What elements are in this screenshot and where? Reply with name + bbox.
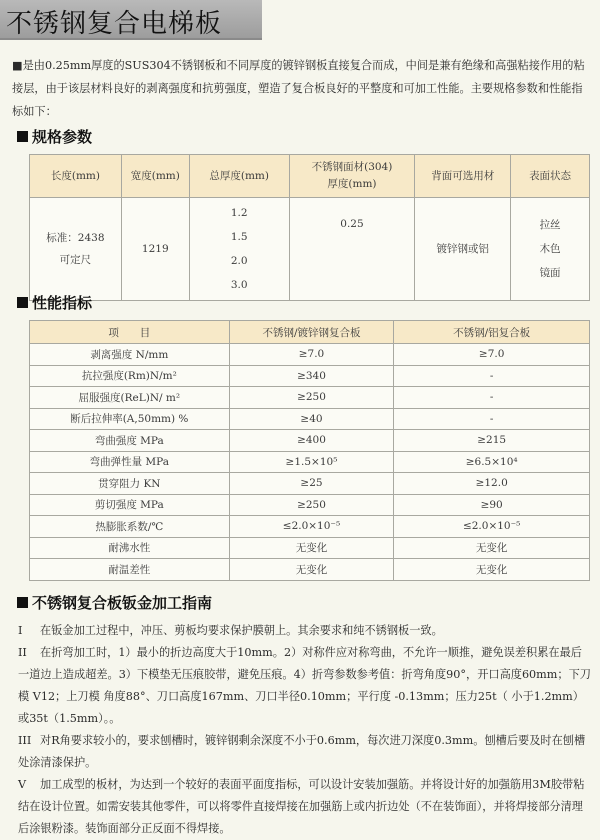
spec-heading-text: 规格参数 — [32, 128, 93, 146]
perf-alu-value: - — [394, 365, 590, 387]
perf-alu-value: - — [394, 408, 590, 430]
guide-heading-text: 不锈钢复合板钣金加工指南 — [32, 594, 213, 612]
perf-zinc-value: ≥340 — [229, 365, 394, 387]
perf-item: 断后拉伸率(A,50mm) % — [30, 408, 230, 430]
perf-item: 屈服强度(ReL)N/ m² — [30, 387, 230, 409]
intro-paragraph: ■是由0.25mm厚度的SUS304不锈钢板和不同厚度的镀锌钢板直接复合而成，中间是兼有绝缘和高强粘接作用的粘接层，由于该层材料良好的剥离强度和抗剪强度，塑造了复合板良好的平整度和可加工性能。主要规格参数和性能指标如下： — [12, 59, 585, 118]
perf-row — [30, 430, 590, 452]
perf-alu-value: ≤2.0×10⁻⁵ — [394, 516, 590, 538]
perf-row — [30, 408, 590, 430]
spec-header-width: 宽度(mm) — [121, 155, 189, 198]
perf-alu-value: 无变化 — [394, 537, 590, 559]
spec-surface-cell — [511, 198, 590, 301]
perf-alu-value: ≥7.0 — [394, 344, 590, 366]
spec-width: 1219 — [121, 198, 189, 301]
perf-item: 剥离强度 N/mm — [30, 344, 230, 366]
perf-row — [30, 516, 590, 538]
perf-item: 弯曲弹性量 MPa — [30, 451, 230, 473]
perf-item: 耐温差性 — [30, 559, 230, 581]
spec-header-thickness: 总厚度(mm) — [189, 155, 289, 198]
guide-item — [18, 730, 592, 774]
perf-header-row — [30, 321, 590, 344]
perf-row — [30, 451, 590, 473]
perf-row — [30, 473, 590, 495]
perf-zinc-value: ≥40 — [229, 408, 394, 430]
spec-thickness-value: 3.0 — [230, 279, 248, 291]
perf-alu-value: ≥12.0 — [394, 473, 590, 495]
guide-heading — [17, 592, 212, 613]
spec-surface-value: 镜面 — [539, 267, 561, 279]
perf-table — [29, 320, 590, 581]
guide-item — [18, 774, 592, 840]
perf-zinc-value: ≥1.5×10⁵ — [229, 451, 394, 473]
spec-thickness-cell — [189, 198, 289, 301]
perf-row — [30, 387, 590, 409]
spec-surface-value: 拉丝 — [539, 219, 561, 231]
perf-item: 贯穿阻力 KN — [30, 473, 230, 495]
spec-length: 标准：2438 可定尺 — [30, 198, 122, 301]
guide-item-text: 在钣金加工过程中，冲压、剪板均要求保护膜朝上。其余要求和纯不锈钢板一致。 — [40, 624, 443, 637]
perf-heading — [17, 292, 92, 313]
perf-zinc-value: 无变化 — [229, 537, 394, 559]
perf-zinc-value: ≥25 — [229, 473, 394, 495]
page-title: 不锈钢复合电梯板 — [6, 9, 223, 39]
perf-alu-value: ≥215 — [394, 430, 590, 452]
perf-header-zinc: 不锈钢/镀锌钢复合板 — [229, 321, 394, 344]
perf-zinc-value: ≥400 — [229, 430, 394, 452]
spec-header-surface: 表面状态 — [511, 155, 590, 198]
guide-item-number: III — [18, 734, 32, 747]
perf-item: 热膨胀系数/℃ — [30, 516, 230, 538]
spec-table — [29, 154, 590, 301]
perf-zinc-value: ≥250 — [229, 387, 394, 409]
perf-alu-value: ≥90 — [394, 494, 590, 516]
guide-item-number: V — [18, 778, 27, 791]
spec-surface-value: 木色 — [539, 243, 561, 255]
perf-zinc-value: ≥250 — [229, 494, 394, 516]
perf-header-item: 项 目 — [30, 321, 230, 344]
guide-item — [18, 620, 592, 642]
spec-thickness-value: 1.2 — [230, 207, 248, 219]
perf-row — [30, 559, 590, 581]
guide-list — [18, 620, 592, 840]
spec-header-back-material: 背面可选用材 — [415, 155, 511, 198]
perf-zinc-value: 无变化 — [229, 559, 394, 581]
spec-back-material: 镀锌钢或铝 — [415, 198, 511, 301]
perf-item: 耐沸水性 — [30, 537, 230, 559]
guide-item — [18, 642, 592, 730]
perf-item: 抗拉强度(Rm)N/m² — [30, 365, 230, 387]
guide-item-text: 加工成型的板材，为达到一个较好的表面平面度指标，可以设计安装加强筋。并将设计好的加强筋用3M胶带粘结在设计位置。如需安装其他零件，可以将零件直接焊接在加强筋上或内折边处（不在装饰面），并将焊接部分清理后涂银粉漆。装饰面部分正反面不得焊接。 — [18, 778, 585, 835]
perf-row — [30, 344, 590, 366]
guide-item-number: II — [18, 646, 27, 659]
spec-heading — [17, 126, 92, 147]
spec-data-row — [30, 198, 590, 301]
spec-face-thickness: 0.25 — [289, 198, 415, 301]
perf-header-alu: 不锈钢/铝复合板 — [394, 321, 590, 344]
perf-heading-text: 性能指标 — [32, 294, 93, 312]
perf-zinc-value: ≥7.0 — [229, 344, 394, 366]
guide-item-text: 对R角要求较小的，要求刨槽时，镀锌钢剩余深度不小于0.6mm，每次进刀深度0.3mm。刨槽后要及时在刨槽处涂清漆保护。 — [18, 734, 586, 769]
perf-item: 弯曲强度 MPa — [30, 430, 230, 452]
bullet-square-icon — [17, 597, 28, 608]
perf-zinc-value: ≤2.0×10⁻⁵ — [229, 516, 394, 538]
spec-thickness-value: 1.5 — [230, 231, 248, 243]
spec-header-face-thickness: 不锈钢面材(304) 厚度(mm) — [289, 155, 415, 198]
perf-row — [30, 537, 590, 559]
guide-item-text: 在折弯加工时，1）最小的折边高度大于10mm。2）对称件应对称弯曲，不允许一顺推，避免误差积累在最后一道边上造成超差。3）下模垫无压痕胶带，避免压痕。4）折弯参数参考值：折弯角度90°，开口高度60mm；下刀模 V12；上刀模 角度88°、刀口高度167mm、刀口半径0.10mm；平行度 -0.13mm；压力25t（ 小于1.2mm）或35t（1.5mm）。。 — [18, 646, 591, 725]
perf-item: 剪切强度 MPa — [30, 494, 230, 516]
perf-row — [30, 365, 590, 387]
spec-header-length: 长度(mm) — [30, 155, 122, 198]
perf-alu-value: 无变化 — [394, 559, 590, 581]
spec-thickness-value: 2.0 — [230, 255, 248, 267]
page-title-bar — [0, 0, 262, 40]
bullet-square-icon — [17, 297, 28, 308]
perf-alu-value: ≥6.5×10⁴ — [394, 451, 590, 473]
spec-header-row — [30, 155, 590, 198]
guide-item-number: I — [18, 624, 23, 637]
bullet-square-icon — [17, 131, 28, 142]
perf-alu-value: - — [394, 387, 590, 409]
perf-row — [30, 494, 590, 516]
